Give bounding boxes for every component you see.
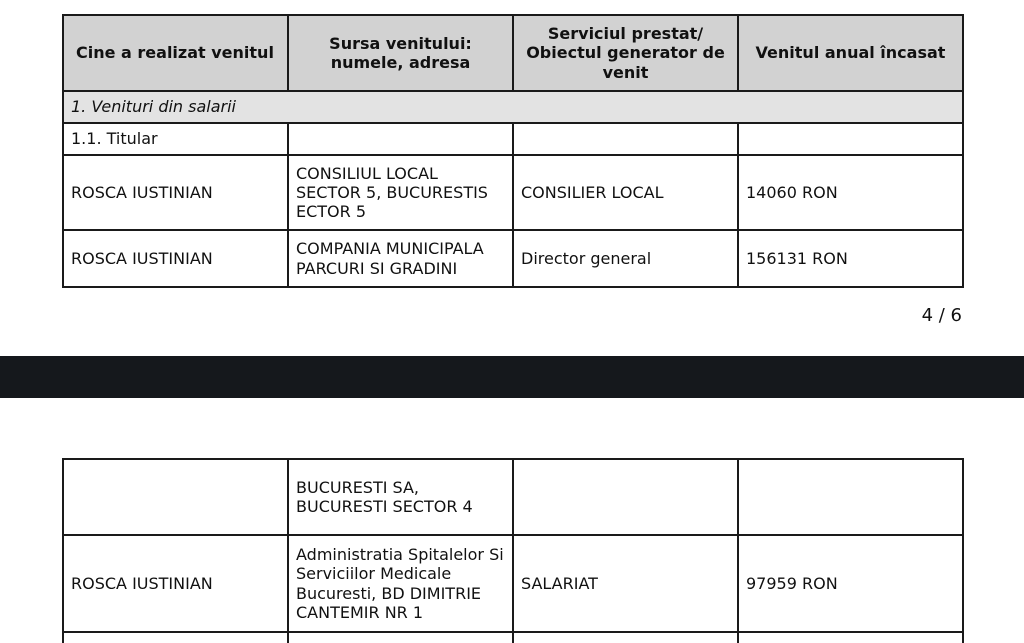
empty-cell	[63, 632, 288, 643]
cell-income: 14060 RON	[738, 155, 963, 230]
table-row	[63, 155, 963, 230]
header-service: Serviciul prestat/ Obiectul generator de venit	[513, 15, 738, 91]
table-header-row	[63, 15, 963, 91]
cell-who: ROSCA IUSTINIAN	[63, 535, 288, 632]
section-title: 1. Venituri din salarii	[63, 91, 963, 123]
cell-who: ROSCA IUSTINIAN	[63, 230, 288, 287]
empty-cell	[288, 123, 513, 155]
header-income: Venitul anual încasat	[738, 15, 963, 91]
cell-service: SALARIAT	[513, 535, 738, 632]
cell-who	[63, 459, 288, 535]
table-row	[63, 459, 963, 535]
cell-service: CONSILIER LOCAL	[513, 155, 738, 230]
cell-source: COMPANIA MUNICIPALA PARCURI SI GRADINI	[288, 230, 513, 287]
cell-income: 156131 RON	[738, 230, 963, 287]
titular-row	[63, 123, 963, 155]
empty-cell	[738, 632, 963, 643]
table-row	[63, 535, 963, 632]
cell-who: ROSCA IUSTINIAN	[63, 155, 288, 230]
table-row	[63, 632, 963, 643]
table-row	[63, 230, 963, 287]
section-row	[63, 91, 963, 123]
header-who: Cine a realizat venitul	[63, 15, 288, 91]
page-separator	[0, 356, 1024, 398]
empty-cell	[738, 123, 963, 155]
income-table-page-4	[62, 14, 964, 288]
header-source: Sursa venitului: numele, adresa	[288, 15, 513, 91]
empty-cell	[513, 123, 738, 155]
cell-income	[738, 459, 963, 535]
cell-service: Director general	[513, 230, 738, 287]
cell-source: Administratia Spitalelor Si Serviciilor Medicale Bucuresti, BD DIMITRIE CANTEMIR NR 1	[288, 535, 513, 632]
cell-income: 97959 RON	[738, 535, 963, 632]
titular-label: 1.1. Titular	[63, 123, 288, 155]
empty-cell	[513, 632, 738, 643]
cell-source: BUCURESTI SA, BUCURESTI SECTOR 4	[288, 459, 513, 535]
page-number: 4 / 6	[921, 305, 962, 326]
pdf-page-5	[0, 398, 1024, 643]
income-table-page-5	[62, 458, 964, 643]
empty-cell	[288, 632, 513, 643]
cell-service	[513, 459, 738, 535]
cell-source: CONSILIUL LOCAL SECTOR 5, BUCURESTIS ECTOR 5	[288, 155, 513, 230]
